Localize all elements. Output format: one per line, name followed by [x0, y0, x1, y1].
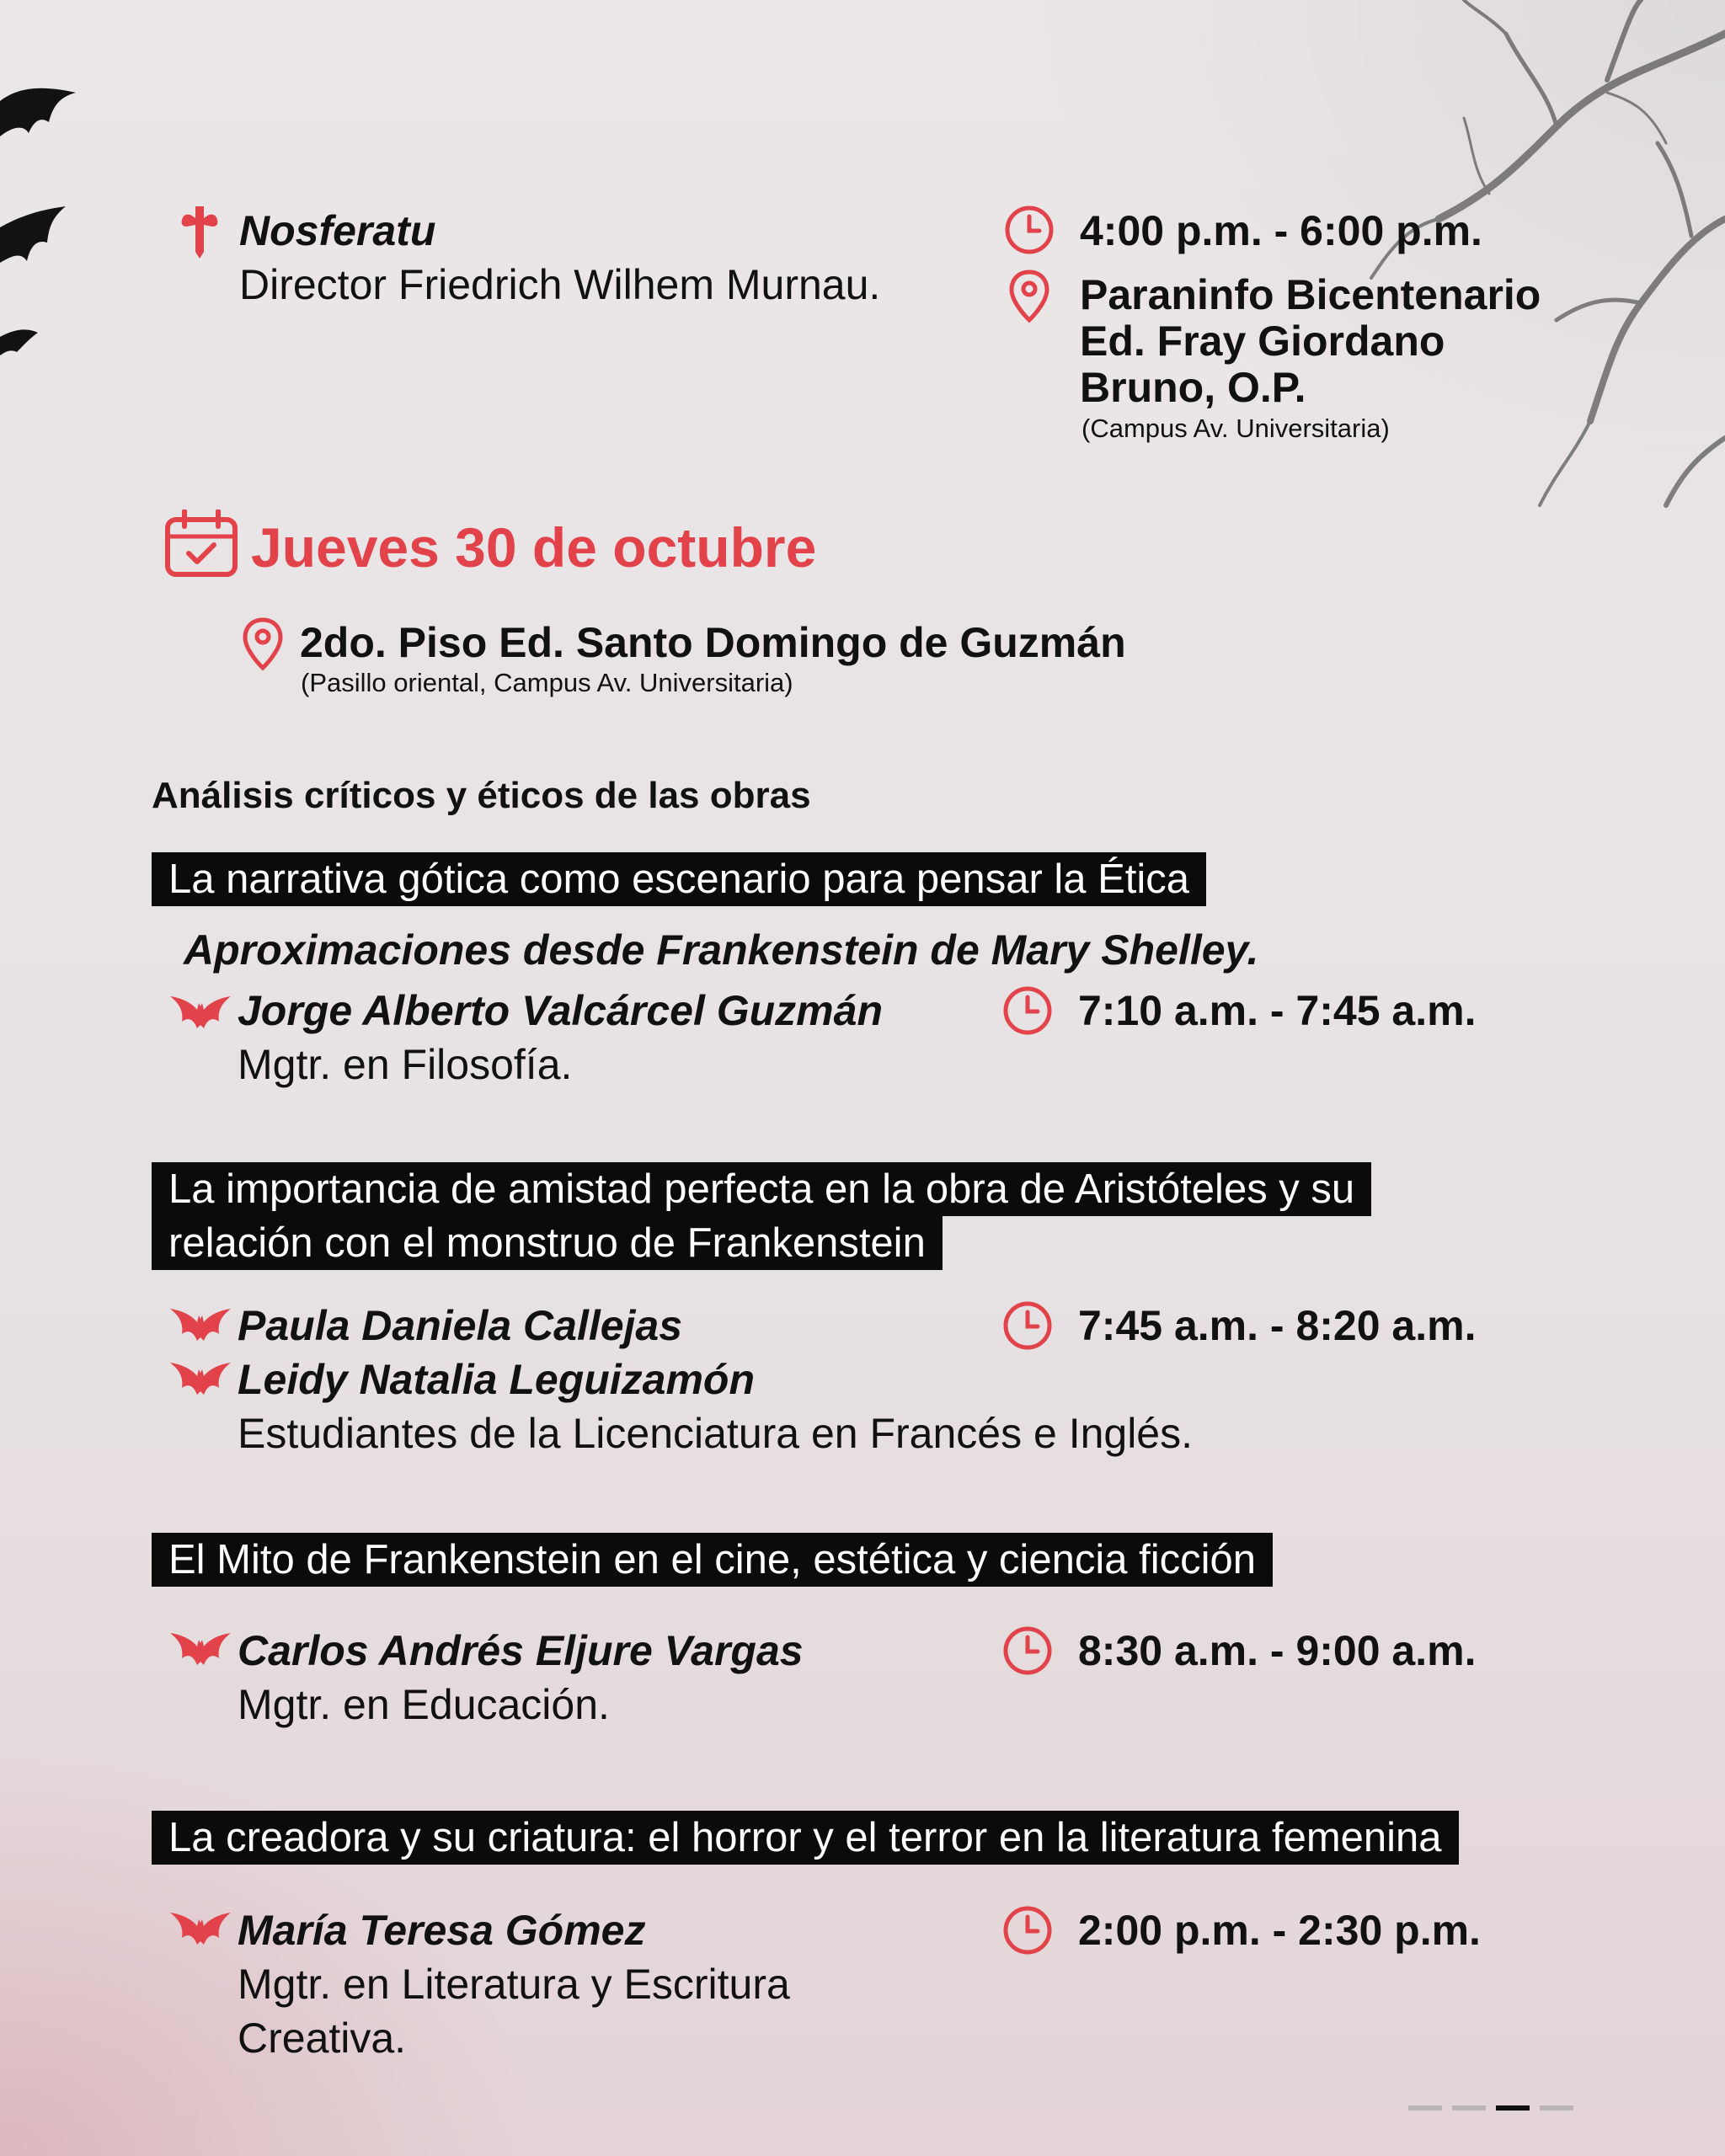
- bat-icon: [170, 1908, 231, 1948]
- bat-icon: [170, 991, 231, 1032]
- talk-time: 7:45 a.m. - 8:20 a.m.: [1078, 1302, 1477, 1349]
- pager-dot[interactable]: [1452, 2105, 1486, 2111]
- calendar-icon: [163, 510, 239, 579]
- talk-role: Mgtr. en Filosofía.: [238, 1041, 573, 1088]
- film-title: Nosferatu: [239, 207, 436, 254]
- talk-role-line2: Creativa.: [238, 2015, 407, 2062]
- talk-title: El Mito de Frankenstein en el cine, estética y ciencia ficción: [152, 1533, 1273, 1587]
- film-director: Director Friedrich Wilhem Murnau.: [239, 261, 881, 308]
- bat-icon: [170, 1358, 231, 1398]
- talk-title: La importancia de amistad perfecta en la obra de Aristóteles y su: [152, 1162, 1371, 1216]
- carousel-pager[interactable]: [1408, 2105, 1573, 2111]
- talk-speaker: Jorge Alberto Valcárcel Guzmán: [238, 987, 883, 1034]
- clock-icon: [1002, 1905, 1053, 1956]
- talk-title: La creadora y su criatura: el horror y el terror en la literatura femenina: [152, 1811, 1459, 1865]
- bat-icon: [170, 1304, 231, 1344]
- film-venue-line3: Bruno, O.P.: [1080, 364, 1306, 411]
- talk-time: 7:10 a.m. - 7:45 a.m.: [1078, 987, 1477, 1034]
- section-title: Análisis críticos y éticos de las obras: [152, 775, 811, 816]
- clock-icon: [1004, 205, 1055, 255]
- talk-speaker: Paula Daniela Callejas: [238, 1302, 683, 1349]
- talk-title-line2: relación con el monstruo de Frankenstein: [152, 1216, 943, 1270]
- film-time: 4:00 p.m. - 6:00 p.m.: [1080, 207, 1482, 254]
- talk-role: Mgtr. en Educación.: [238, 1681, 610, 1728]
- bats-decoration: [0, 84, 93, 379]
- film-venue-note: (Campus Av. Universitaria): [1081, 414, 1390, 443]
- talk-time: 8:30 a.m. - 9:00 a.m.: [1078, 1627, 1477, 1674]
- talk-subtitle: Aproximaciones desde Frankenstein de Mary Shelley.: [184, 926, 1259, 974]
- talk-speaker: María Teresa Gómez: [238, 1907, 646, 1954]
- location-pin-icon: [242, 617, 284, 671]
- talk-time: 2:00 p.m. - 2:30 p.m.: [1078, 1907, 1481, 1954]
- day-title: Jueves 30 de octubre: [251, 516, 817, 579]
- talk-speaker-2: Leidy Natalia Leguizamón: [238, 1356, 756, 1403]
- clock-icon: [1002, 1625, 1053, 1676]
- cross-icon: [179, 206, 221, 259]
- clock-icon: [1002, 985, 1053, 1036]
- location-pin-icon: [1008, 270, 1050, 323]
- pager-dot[interactable]: [1408, 2105, 1442, 2111]
- film-venue-line2: Ed. Fray Giordano: [1080, 318, 1445, 365]
- day-location: 2do. Piso Ed. Santo Domingo de Guzmán: [300, 619, 1126, 666]
- talk-role: Estudiantes de la Licenciatura en Francés e Inglés.: [238, 1410, 1194, 1457]
- talk-speaker: Carlos Andrés Eljure Vargas: [238, 1627, 804, 1674]
- talk-role: Mgtr. en Literatura y Escritura: [238, 1961, 790, 2008]
- clock-icon: [1002, 1300, 1053, 1351]
- film-venue-line1: Paraninfo Bicentenario: [1080, 271, 1541, 318]
- talk-title: La narrativa gótica como escenario para pensar la Ética: [152, 852, 1206, 906]
- day-location-note: (Pasillo oriental, Campus Av. Universitaria): [301, 668, 793, 697]
- pager-dot[interactable]: [1540, 2105, 1573, 2111]
- bat-icon: [170, 1628, 231, 1668]
- pager-dot-active[interactable]: [1496, 2105, 1530, 2111]
